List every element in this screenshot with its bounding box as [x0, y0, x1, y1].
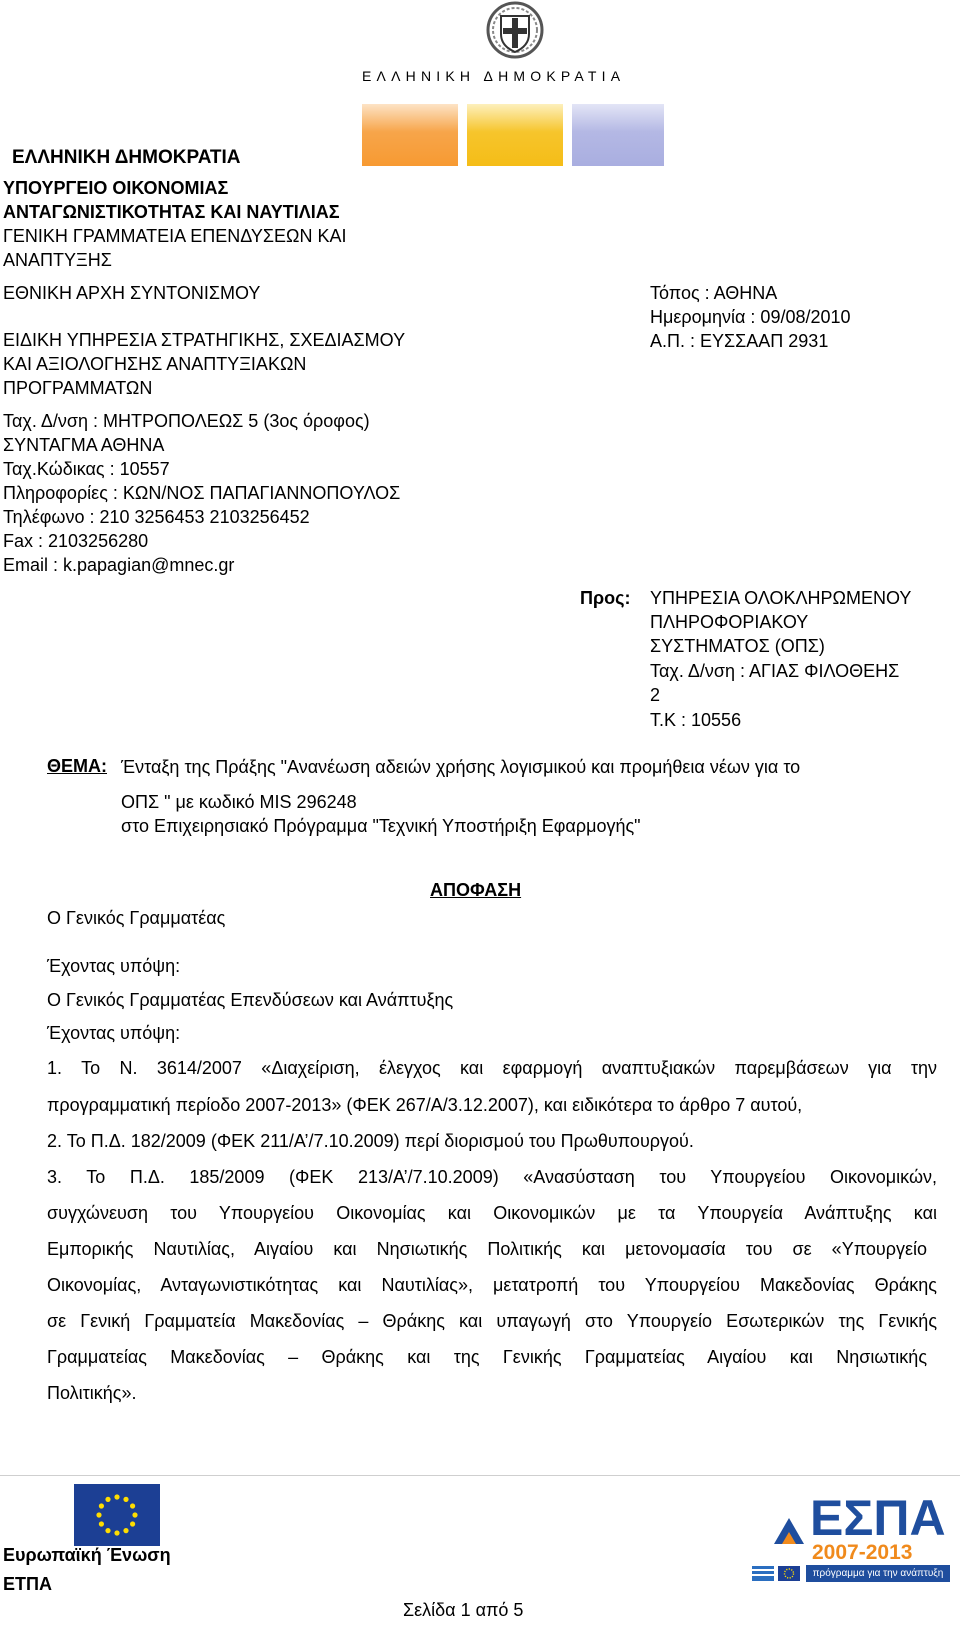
body-line: 3. Το Π.Δ. 185/2009 (ΦΕΚ 213/Α’/7.10.2009) «Ανασύσταση του Υπουργείου Οικονομικών,	[47, 1167, 937, 1187]
republic-logo-text: ΕΛΛΗΝΙΚΗ ΔΗΜΟΚΡΑΤΙΑ	[362, 68, 626, 84]
considering-label-1: Έχοντας υπόψη:	[47, 956, 181, 976]
body-line: 1. Το Ν. 3614/2007 «Διαχείριση, έλεγχος και εφαρμογή αναπτυξιακών παρεμβάσεων για την	[47, 1058, 937, 1078]
ministry-line-1: ΥΠΟΥΡΓΕΙΟ ΟΙΚΟΝΟΜΙΑΣ	[3, 178, 229, 198]
secretariat-line-2: ΑΝΑΠΤΥΞΗΣ	[3, 250, 112, 270]
eu-stars-icon	[74, 1484, 160, 1546]
subject-line-3: στο Επιχειρησιακό Πρόγραμμα "Τεχνική Υποστήριξη Εφαρμογής"	[121, 816, 641, 836]
service-line-3: ΠΡΟΓΡΑΜΜΑΤΩΝ	[3, 378, 153, 398]
coordination-authority: ΕΘΝΙΚΗ ΑΡΧΗ ΣΥΝΤΟΝΙΣΜΟΥ	[3, 283, 261, 303]
recipient-line-1: ΥΠΗΡΕΣΙΑ ΟΛΟΚΛΗΡΩΜΕΝΟΥ	[650, 588, 912, 608]
recipient-line-6: Τ.Κ : 10556	[650, 710, 742, 730]
body-line: συγχώνευση του Υπουργείου Οικονομίας και Οικονομικών με τα Υπουργεία Ανάπτυξης και	[47, 1203, 937, 1223]
body-line: σε Γενική Γραμματεία Μακεδονίας – Θράκης και υπαγωγή στο Υπουργείο Εσωτερικών της Γενικής	[47, 1311, 937, 1331]
subject-line-2: ΟΠΣ " με κωδικό MIS 296248	[121, 792, 357, 812]
contact-person: Πληροφορίες : ΚΩΝ/ΝΟΣ ΠΑΠΑΓΙΑΝΝΟΠΟΥΛΟΣ	[3, 483, 401, 503]
body-line: προγραμματική περίοδο 2007-2013» (ΦΕΚ 267/Α/3.12.2007), και ειδικότερα το άρθρο 7 αυτού,	[47, 1095, 803, 1115]
email-address: Email : k.papagian@mnec.gr	[3, 555, 235, 575]
signatory: Ο Γενικός Γραμματέας	[47, 908, 226, 928]
espa-tagline: πρόγραμμα για την ανάπτυξη	[806, 1565, 950, 1582]
considering-label-2: Έχοντας υπόψη:	[47, 1023, 181, 1043]
republic-title: ΕΛΛΗΝΙΚΗ ΔΗΜΟΚΡΑΤΙΑ	[12, 147, 241, 168]
secretariat-line-1: ΓΕΝΙΚΗ ΓΡΑΜΜΑΤΕΙΑ ΕΠΕΝΔΥΣΕΩΝ ΚΑΙ	[3, 226, 347, 246]
service-line-2: ΚΑΙ ΑΞΙΟΛΟΓΗΣΗΣ ΑΝΑΠΤΥΞΙΑΚΩΝ	[3, 354, 307, 374]
recipient-line-2: ΠΛΗΡΟΦΟΡΙΑΚΟΥ	[650, 612, 809, 632]
page-number: Σελίδα 1 από 5	[403, 1600, 524, 1620]
protocol-number: Α.Π. : ΕΥΣΣΑΑΠ 2931	[650, 331, 829, 351]
espa-title: ΕΣΠΑ	[810, 1490, 946, 1546]
body-line: Πολιτικής».	[47, 1383, 137, 1403]
postal-code: Ταχ.Κώδικας : 10557	[3, 459, 170, 479]
address-line-1: Ταχ. Δ/νση : ΜΗΤΡΟΠΟΛΕΩΣ 5 (3ος όροφος)	[3, 411, 370, 431]
address-line-2: ΣΥΝΤΑΓΜΑ ΑΘΗΝΑ	[3, 435, 165, 455]
body-line: Εμπορικής Ναυτιλίας, Αιγαίου και Νησιωτικής Πολιτικής και μετονομασία του σε «Υπουργείο	[47, 1239, 927, 1259]
greek-emblem-icon	[486, 0, 544, 60]
fund-label: ΕΤΠΑ	[3, 1574, 52, 1594]
eu-label: Ευρωπαϊκή Ένωση	[3, 1545, 171, 1565]
recipient-label: Προς:	[580, 588, 631, 608]
greek-flag-icon	[752, 1566, 774, 1581]
phone-number: Τηλέφωνο : 210 3256453 2103256452	[3, 507, 310, 527]
body-line: 2. Το Π.Δ. 182/2009 (ΦΕΚ 211/Α’/7.10.2009) περί διορισμού του Πρωθυπουργού.	[47, 1131, 694, 1151]
footer-divider	[0, 1475, 960, 1476]
espa-logo	[752, 1492, 952, 1582]
header-color-bars	[362, 104, 664, 166]
eu-flag-icon	[74, 1484, 160, 1546]
date: Ημερομηνία : 09/08/2010	[650, 307, 851, 327]
eu-mini-flag-icon	[778, 1566, 800, 1581]
subject-line-1: Ένταξη της Πράξης "Ανανέωση αδειών χρήσης λογισμικού και προμήθεια νέων για το	[121, 757, 801, 777]
recipient-line-5: 2	[650, 685, 661, 705]
espa-years: 2007-2013	[812, 1541, 913, 1564]
espa-mark-icon	[772, 1512, 806, 1546]
body-line: Γραμματείας Μακεδονίας – Θράκης και της Γενικής Γραμματείας Αιγαίου και Νησιωτικής	[47, 1347, 927, 1367]
ministry-line-2: ΑΝΤΑΓΩΝΙΣΤΙΚΟΤΗΤΑΣ ΚΑΙ ΝΑΥΤΙΛΙΑΣ	[3, 202, 340, 222]
recipient-line-3: ΣΥΣΤΗΜΑΤΟΣ (ΟΠΣ)	[650, 636, 825, 656]
body-line: Οικονομίας, Ανταγωνιστικότητας και Ναυτιλίας», μετατροπή του Υπουργείου Μακεδονίας Θράκης	[47, 1275, 937, 1295]
place: Τόπος : ΑΘΗΝΑ	[650, 283, 778, 303]
recipient-line-4: Ταχ. Δ/νση : ΑΓΙΑΣ ΦΙΛΟΘΕΗΣ	[650, 661, 900, 681]
decision-heading: ΑΠΟΦΑΣΗ	[430, 880, 522, 900]
service-line-1: ΕΙΔΙΚΗ ΥΠΗΡΕΣΙΑ ΣΤΡΑΤΗΓΙΚΗΣ, ΣΧΕΔΙΑΣΜΟΥ	[3, 330, 406, 350]
secretary-full-title: Ο Γενικός Γραμματέας Επενδύσεων και Ανάπτυξης	[47, 990, 454, 1010]
subject-label: ΘΕΜΑ:	[47, 756, 107, 776]
fax-number: Fax : 2103256280	[3, 531, 149, 551]
